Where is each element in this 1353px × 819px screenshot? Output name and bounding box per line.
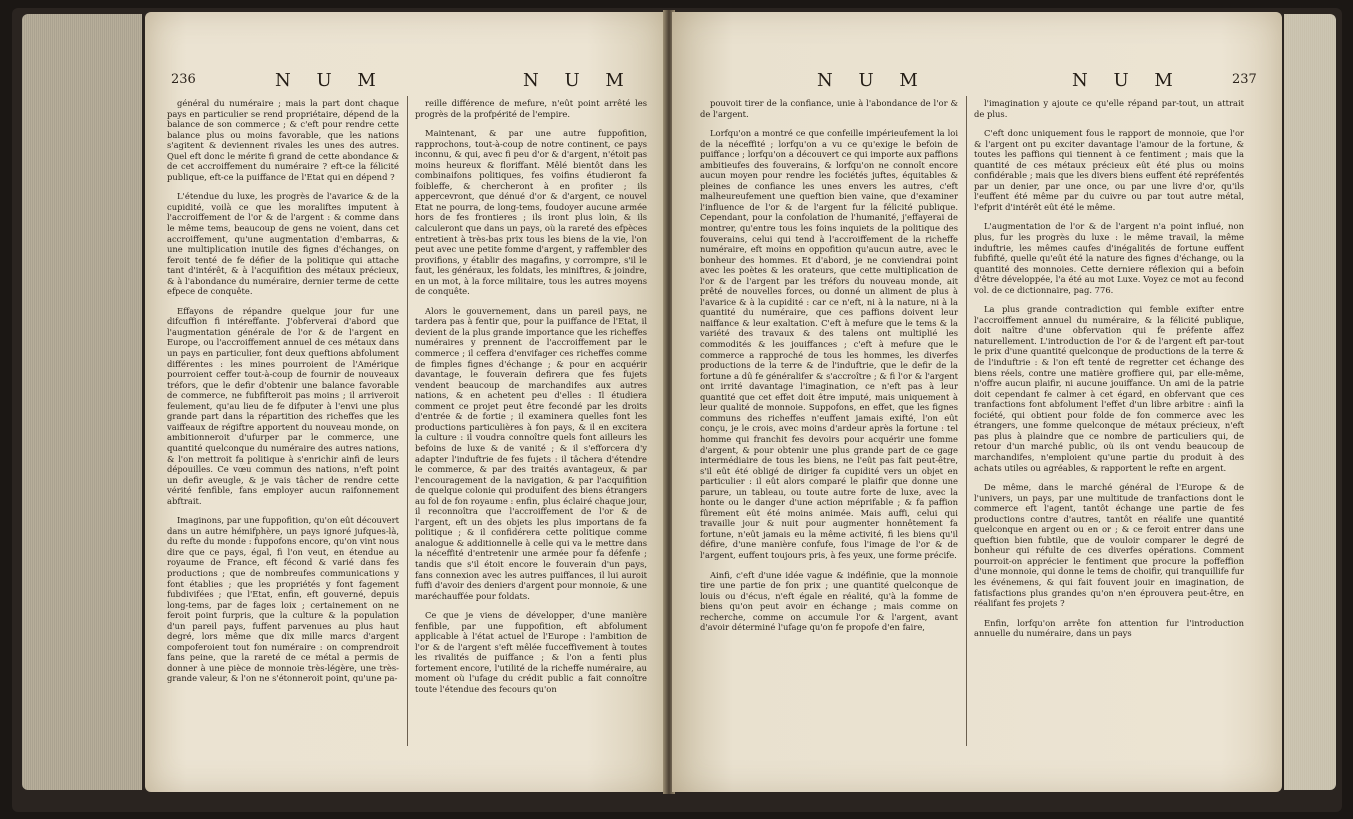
page-number-right: 237 [1232,72,1257,87]
paragraph: Ainfi, c'eft d'une idée vague & indéfinie, que la monnoie tire une partie de fon prix ; une quantité quelconque de louis ou d'écus, n'eft égale en réalité, qu'à la fomme de biens qu'on peut avoir en échange ; mais comme on recherche, comme on accumule l'or & l'argent, avant d'avoir déterminé l'ufage qu'on fe propofe d'en faire, [700,569,958,633]
column-rule-left [407,96,408,746]
right-page-column-2 [974,98,1244,639]
paragraph: Ce que je viens de développer, d'une manière fenfible, par une fuppofition, eft abfolument applicable à l'état actuel de l'Europe : l'ambition de l'or & de l'argent s'eft mêlée fucceffivement à toutes les rivalités de puiffance ; & l'on a fenti plus fortement encore, l'utilité de la richeffe numéraire, au moment où l'ufage du crédit public a fait connoître toute l'étendue des fecours qu'on [415,610,647,694]
right-page [672,12,1282,792]
left-fore-edge [22,14,142,790]
page-number-left: 236 [171,72,196,87]
right-page-column-1 [700,98,958,633]
paragraph: Effayons de répandre quelque jour fur une difcuffion fi intéreffante. J'obferverai d'abord que l'augmentation générale de l'or & de l'argent en Europe, ou l'accroiffement annuel de ces métaux dans un pays en particulier, font deux queftions abfolument différentes : les mines pourroient de l'Amérique pourroient ceffer tout-à-coup de fournir de nouveaux tréfors, que le defir d'obtenir une balance favorable de commerce, ne fubfifteroit pas moins ; il arriveroit feulement, qu'au lieu de fe difputer à l'envi une plus grande part dans la répartition des richeffes que les vaiffeaux de régiftre apportent du nouveau monde, on ambitionneroit d'ufurper par le commerce, une quantité quelconque du numéraire des autres nations, & l'on mettroit fa politique à s'enrichir ainfi de leurs dépouilles. Ce vœu commun des nations, n'eft point un defir aveugle, & je vais tâcher de rendre cette vérité fenfible, fans employer aucun raifonnement abftrait. [167,305,399,506]
paragraph: Alors le gouvernement, dans un pareil pays, ne tardera pas à fentir que, pour la puiffance de l'Etat, il devient de la plus grande importance que les richeffes numéraires y prennent de l'accroiffement par le commerce ; il ceffera d'envifager ces richeffes comme de fimples fignes d'échange ; & pour en acquérir davantage, le fouverain defirera que fes fujets vendent beaucoup de marchandifes aux autres nations, & en achetent peu d'elles : Il étudiera comment ce projet peut être fecondé par les droits d'entrée & de fortie ; il examinera quelles font les productions particulières à fon pays, & il en excitera la culture : il voudra connoître quels font ailleurs les befoins de luxe & de vanité ; & il s'efforcera d'y adapter l'induftrie de fes fujets : il tâchera d'étendre le commerce, & par des traités avantageux, & par l'encouragement de la navigation, & par l'acquifition de quelque colonie qui produifent des biens étrangers au fol de fon royaume : enfin, plus éclairé chaque jour, il reconnoîtra que l'accroiffement de l'or & de l'argent, eft un des objets les plus importans de fa politique ; & il confidérera cette politique comme analogue & additionnelle à celle qui va le mettre dans la néceffité d'entretenir une armée pour fa défenfe ; tandis que s'il étoit encore le fouverain d'un pays, fans connexion avec les autres puiffances, il lui auroit fuffi d'avoir des deniers d'argent pour monnoie, & une maréchauffée pour foldats. [415,305,647,601]
paragraph: pouvoit tirer de la confiance, unie à l'abondance de l'or & de l'argent. [700,98,958,119]
paragraph: C'eft donc uniquement fous le rapport de monnoie, que l'or & l'argent ont pu exciter davantage l'amour de la fortune, & toutes les paffions qui tiennent à ce fentiment ; mais que la quantité de ces métaux précieux eût été plus ou moins confidérable ; mais que les divers biens euffent été repréfentés par un denier, par une once, ou par une livre d'or, qu'ils l'euffent été même par du cuivre ou par tout autre métal, l'efprit d'intérêt eût été le même. [974,128,1244,212]
paragraph: Imaginons, par une fuppofition, qu'on eût découvert dans un autre hémifphère, un pays ignoré jufques-là, du refte du monde : fuppofons encore, qu'on vint nous dire que ce pays, égal, fi l'on veut, en étendue au royaume de France, eft fécond & varié dans fes productions ; que de nombreufes communications y font établies ; que les propriétés y font fagement fubdivifées ; que l'Etat, enfin, eft gouverné, depuis long-tems, par de fages loix ; certainement on ne feroit point furpris, que la culture & la population d'un pareil pays, fuffent parvenues au plus haut degré, lors même que dix mille marcs d'argent compoferoient tout fon numéraire : on comprendroit fans peine, que la rareté de ce métal a permis de donner à une pièce de monnoie très-légère, une très-grande valeur, & l'on ne s'étonneroit point, qu'une pa- [167,515,399,684]
running-head-right-col1: N U M [817,70,928,91]
left-page [145,12,665,792]
left-page-column-2 [415,98,647,695]
paragraph: Lorfqu'on a montré ce que confeille impérieufement la loi de la néceffité ; lorfqu'on a vu ce qu'exige le befoin de puiffance ; lorfqu'on a découvert ce qui importe aux paffions ambitieufes des fouverains, & lorfqu'on ne connoît encore aucun moyen pour rendre les fociétés juftes, équitables & pleines de confiance les unes envers les autres, c'eft malheureufement une queftion bien vaine, que d'examiner l'influence de l'or & de l'argent fur la félicité publique. Cependant, pour la confolation de l'humanité, j'effayerai de montrer, qu'entre tous les foins inquiets de la politique des fouverains, celui qui tend à l'accroiffement de la richeffe numéraire, eft moins en oppofition qu'aucun autre, avec le bonheur des hommes. Et d'abord, je ne conviendrai point avec les poètes & les orateurs, que cette multiplication de l'or & de l'argent par les tréfors du nouveau monde, ait prêté de nouvelles forces, ou donné un aliment de plus à l'avarice & à la cupidité : car ce n'eft, ni à la nature, ni à la quantité du numéraire, que ces paffions doivent leur naiffance & leur exaltation. C'eft à mefure que le tems & la variété des travaux & des talens ont multiplié les commodités & les jouiffances ; c'eft à mefure que le commerce a rapproché de tous les hommes, les diverfes productions de la terre & de l'induftrie, que le defir de la fortune a dû fe généralifer & s'accroître ; & fi l'or & l'argent ont irrité davantage l'imagination, ce n'eft pas à leur quantité que cet effet doit être imputé, mais uniquement à leur qualité de monnoie. Suppofons, en effet, que les fignes communs des richeffes n'euffent jamais exifté, l'on eût conçu, je le crois, avec moins d'ardeur après la fortune : tel homme qui franchit fes devoirs pour acquérir une fomme d'argent, & pour obtenir une plus grande part de ce gage intermédiaire de tous les biens, ne l'eût pas fait peut-être, s'il eût été obligé de diriger fa cupidité vers un objet en particulier : il eût alors comparé le plaifir que donne une parure, un tableau, ou toute autre forte de luxe, avec la honte ou le danger d'une action méprifable ; & fa paffion fûrement eût été moins animée. Mais auffi, celui qui travaille jour & nuit pour augmenter honnêtement fa fortune, n'eût jamais eu la même activité, fi les biens qu'il défire, d'une manière confufe, fous l'image de l'or & de l'argent, euffent toujours pris, à fes yeux, une forme précife. [700,128,958,560]
running-head-left-col1: N U M [275,70,386,91]
paragraph: Maintenant, & par une autre fuppofition, rapprochons, tout-à-coup de notre continent, ce pays inconnu, & qui, avec fi peu d'or & d'argent, n'étoit pas moins heureux & floriffant. Mêlé bientôt dans les combinaifons politiques, fes voifins étudieront fa foibleffe, & chercheront à en profiter ; ils appercevront, que dénué d'or & d'argent, ce nouvel Etat ne pourra, de long-tems, foudoyer aucune armée hors de fes frontieres ; ils iront plus loin, & ils calculeront que dans un pays, où la rareté des efpèces entretient à très-bas prix tous les biens de la vie, l'on peut avec une petite fomme d'argent, y raffembler des provifions, y établir des magafins, y corrompre, s'il le faut, les généraux, les foldats, les miniftres, & joindre, en un mot, à la force militaire, tous les autres moyens de conquête. [415,128,647,297]
right-fore-edge [1284,14,1336,790]
paragraph: reille différence de mefure, n'eût point arrêté les progrès de la profpérité de l'empire. [415,98,647,119]
paragraph: Enfin, lorfqu'on arrête fon attention fur l'introduction annuelle du numéraire, dans un pays [974,617,1244,639]
paragraph: L'augmentation de l'or & de l'argent n'a point influé, non plus, fur les progrès du luxe : le même travail, la même induftrie, les mêmes caufes d'inégalités de fortune euffent fubfifté, quelle qu'eût été la nature des fignes d'échange, ou la quantité des monnoies. Cette derniere réflexion qui a befoin d'être développée, l'a été au mot Luxe. Voyez ce mot au fecond vol. de ce dictionnaire, pag. 776. [974,221,1244,295]
paragraph: De même, dans le marché général de l'Europe & de l'univers, un pays, par une multitude de tranfactions dont le commerce eft l'agent, tantôt échange une partie de fes productions contre d'autres, tantôt en réalife une quantité quelconque en argent ou en or ; & ce feroit entrer dans une queftion bien fubtile, que de vouloir comparer le degré de bonheur qui réfulte de ces diverfes opérations. Comment pourroit-on apprécier le fentiment que procure la poffeffion d'une monnoie, qui donne le tems de choifir, qui tranquillife fur les événemens, & qui fait fouvent jouir en imagination, de fatisfactions plus grandes qu'on n'en éprouvera peut-être, en réalifant fes projets ? [974,482,1244,609]
running-head-left-col2: N U M [523,70,634,91]
left-page-column-1 [167,98,399,684]
paragraph: général du numéraire ; mais la part dont chaque pays en particulier se rend propriétaire, dépend de la balance de son commerce ; & c'eft pour rendre cette balance plus ou moins favorable, que les nations s'agitent & deviennent rivales les unes des autres. Quel eft donc le mérite fi grand de cette abondance & de cet accroiffement du numéraire ? eft-ce la félicité publique, eft-ce la puiffance de l'Etat qui en dépend ? [167,98,399,182]
paragraph: L'étendue du luxe, les progrès de l'avarice & de la cupidité, voilà ce que les moraliftes imputent à l'accroiffement de l'or & de l'argent : & comme dans le même tems, beaucoup de gens ne voient, dans cet accroiffement, qu'une augmentation d'embarras, & une multiplication inutile des fignes d'échanges, on feroit tenté de fe défier de la politique qui attache tant d'intérêt, & à l'acquifition des métaux précieux, & à l'abondance du numéraire, dernier terme de cette efpece de conquête. [167,191,399,297]
paragraph: La plus grande contradiction qui femble exifter entre l'accroiffement annuel du numéraire, & la félicité publique, doit naître d'une obfervation qui fe préfente affez naturellement. L'introduction de l'or & de l'argent eft par-tout le prix d'une quantité quelconque de productions de la terre & de l'induftrie : & l'on eft tenté de regretter cet échange des biens réels, contre une matière groffiere qui, par elle-même, n'offre aucun plaifir, ni aucune jouiffance. Un ami de la patrie doit cependant fe calmer à cet égard, en obfervant que ces tranfactions font abfolument l'effet d'un libre arbitre : ainfi la fociété, qui obtient pour folde de fon commerce avec les étrangers, une fomme quelconque de métaux précieux, n'eft pas plus à plaindre que ce nombre de particuliers qui, de retour d'un marché public, où ils ont vendu beaucoup de marchandifes, n'emploient qu'une partie du produit à des achats utiles ou agréables, & rapportent le refte en argent. [974,304,1244,473]
running-head-right-col2: N U M [1072,70,1183,91]
paragraph: l'imagination y ajoute ce qu'elle répand par-tout, un attrait de plus. [974,98,1244,119]
column-rule-right [966,96,967,746]
